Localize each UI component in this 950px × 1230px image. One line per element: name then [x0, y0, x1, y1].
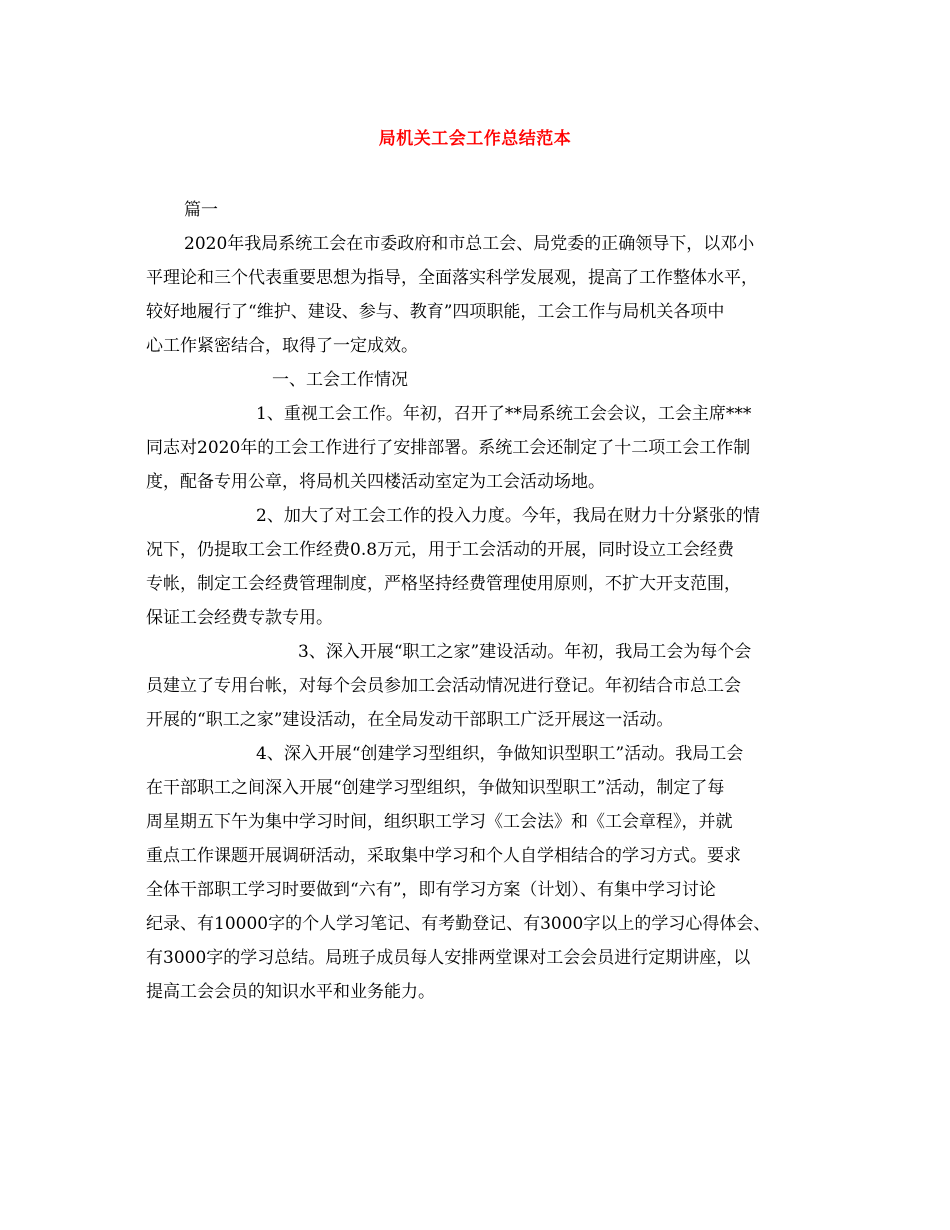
document-body	[146, 194, 826, 1094]
paragraph-line: 3、深入开展“职工之家”建设活动。年初，我局工会为每个会	[298, 642, 752, 662]
part-label: 篇一	[184, 200, 218, 220]
paragraph-line: 况下，仍提取工会工作经费0.8万元，用于工会活动的开展，同时设立工会经费	[146, 540, 735, 560]
paragraph-line: 同志对2020年的工会工作进行了安排部署。系统工会还制定了十二项工会工作制	[146, 438, 751, 458]
paragraph-line: 重点工作课题开展调研活动，采取集中学习和个人自学相结合的学习方式。要求	[146, 846, 741, 866]
paragraph-line: 有3000字的学习总结。局班子成员每人安排两堂课对工会会员进行定期讲座，以	[146, 948, 751, 968]
paragraph-line: 纪录、有10000字的个人学习笔记、有考勤登记、有3000字以上的学习心得体会、	[146, 914, 771, 934]
paragraph-line: 专帐，制定工会经费管理制度，严格坚持经费管理使用原则，不扩大开支范围，	[146, 574, 741, 594]
paragraph-line: 较好地履行了“维护、建设、参与、教育”四项职能，工会工作与局机关各项中	[146, 302, 725, 322]
paragraph-line: 在干部职工之间深入开展“创建学习型组织，争做知识型职工”活动，制定了每	[146, 778, 725, 798]
paragraph-line: 心工作紧密结合，取得了一定成效。	[146, 336, 418, 356]
paragraph-line: 员建立了专用台帐，对每个会员参加工会活动情况进行登记。年初结合市总工会	[146, 676, 741, 696]
paragraph-line: 2、加大了对工会工作的投入力度。今年，我局在财力十分紧张的情	[256, 506, 760, 526]
section-heading: 一、工会工作情况	[272, 370, 408, 390]
paragraph-line: 平理论和三个代表重要思想为指导，全面落实科学发展观，提高了工作整体水平，	[146, 268, 758, 288]
paragraph-line: 度，配备专用公章，将局机关四楼活动室定为工会活动场地。	[146, 472, 605, 492]
paragraph-line: 1、重视工会工作。年初，召开了**局系统工会会议，工会主席***	[256, 404, 752, 424]
paragraph-line: 4、深入开展“创建学习型组织，争做知识型职工”活动。我局工会	[256, 744, 744, 764]
paragraph-line: 2020年我局系统工会在市委政府和市总工会、局党委的正确领导下，以邓小	[184, 234, 755, 254]
document-title: 局机关工会工作总结范本	[378, 129, 572, 149]
paragraph-line: 周星期五下午为集中学习时间，组织职工学习《工会法》和《工会章程》，并就	[146, 812, 733, 832]
paragraph-line: 全体干部职工学习时要做到“六有”，即有学习方案（计划）、有集中学习讨论	[146, 880, 716, 900]
paragraph-line: 提高工会会员的知识水平和业务能力。	[146, 982, 435, 1002]
paragraph-line: 开展的“职工之家”建设活动，在全局发动干部职工广泛开展这一活动。	[146, 710, 674, 730]
paragraph-line: 保证工会经费专款专用。	[146, 608, 333, 628]
